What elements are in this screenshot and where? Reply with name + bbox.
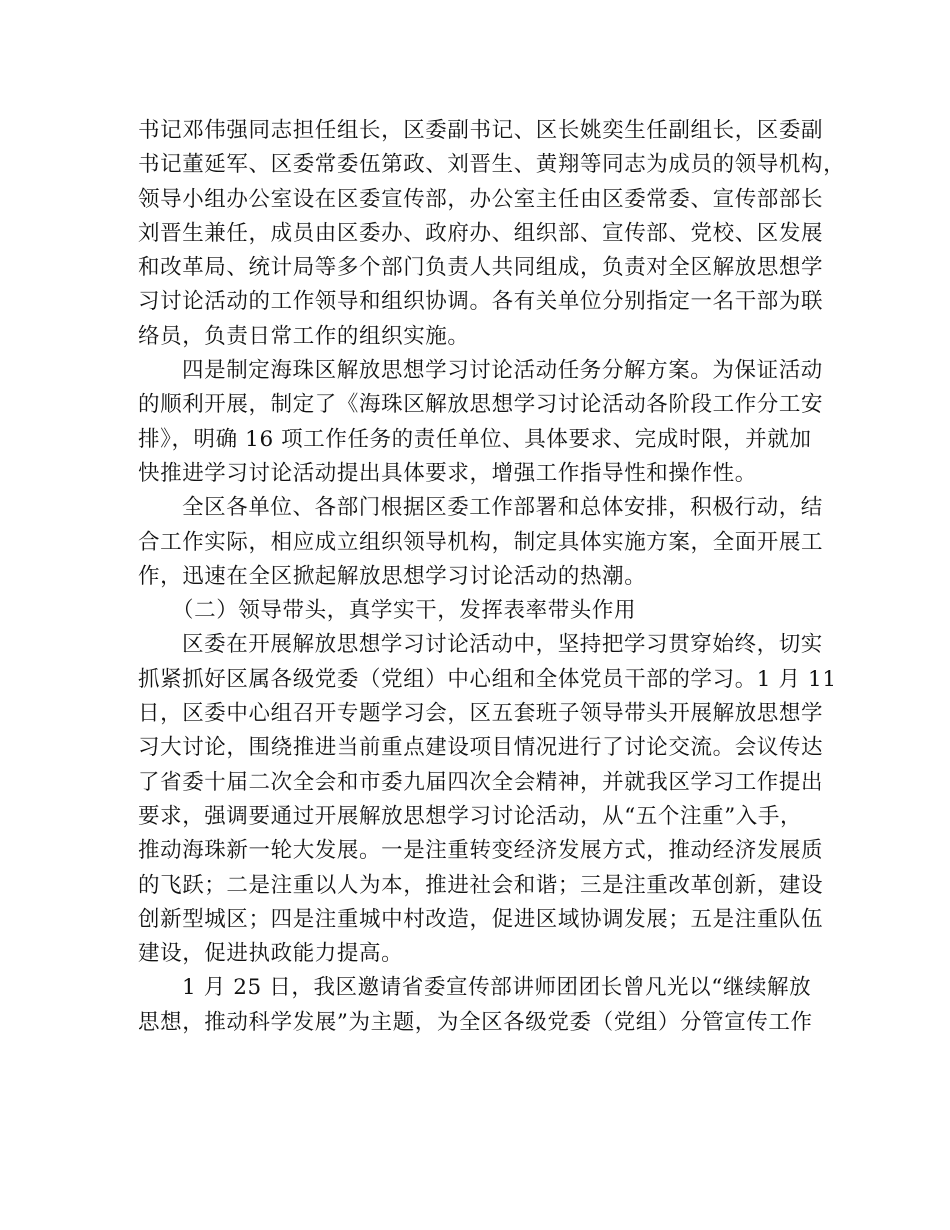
document-body (138, 114, 846, 1040)
paragraph-first-line: 1 月 25 日，我区邀请省委宣传部讲师团团长曾凡光以“继续解放 (182, 975, 812, 1001)
body-line: 创新型城区；四是注重城中村改造，促进区域协调发展；五是注重队伍 (138, 906, 824, 932)
body-line: 了省委十届二次全会和市委九届四次全会精神，并就我区学习工作提出 (138, 769, 824, 795)
body-line: 书记董延军、区委常委伍第政、刘晋生、黄翔等同志为成员的领导机构， (138, 152, 846, 178)
body-line: 快推进学习讨论活动提出具体要求，增强工作指导性和操作性。 (138, 460, 757, 486)
body-line: 日，区委中心组召开专题学习会，区五套班子领导带头开展解放思想学 (138, 701, 824, 727)
body-line: 的飞跃；二是注重以人为本，推进社会和谐；三是注重改革创新，建设 (138, 872, 824, 898)
paragraph-first-line: 区委在开展解放思想学习讨论活动中，坚持把学习贯穿始终，切实 (182, 632, 823, 658)
body-line: 思想，推动科学发展”为主题，为全区各级党委（党组）分管宣传工作 (138, 1009, 813, 1035)
body-line: 习大讨论，围绕推进当前重点建设项目情况进行了讨论交流。会议传达 (138, 735, 824, 761)
body-line: 书记邓伟强同志担任组长，区委副书记、区长姚奕生任副组长，区委副 (138, 118, 824, 143)
body-line: 作，迅速在全区掀起解放思想学习讨论活动的热潮。 (138, 563, 647, 589)
body-line: 抓紧抓好区属各级党委（党组）中心组和全体党员干部的学习。1 月 11 (138, 666, 837, 692)
body-line: 刘晋生兼任，成员由区委办、政府办、组织部、宣传部、党校、区发展 (138, 220, 824, 246)
body-line: 领导小组办公室设在区委宣传部，办公室主任由区委常委、宣传部部长 (138, 186, 824, 212)
body-line: 和改革局、统计局等多个部门负责人共同组成，负责对全区解放思想学 (138, 255, 824, 281)
section-heading: （二）领导带头，真学实干，发挥表率带头作用 (172, 598, 637, 624)
body-line: 要求，强调要通过开展解放思想学习讨论活动，从“五个注重”入手， (138, 803, 803, 829)
body-line: 络员，负责日常工作的组织实施。 (138, 323, 470, 349)
body-line: 的顺利开展，制定了《海珠区解放思想学习讨论活动各阶段工作分工安 (138, 392, 824, 418)
body-line: 推动海珠新一轮大发展。一是注重转变经济发展方式，推动经济发展质 (138, 838, 824, 864)
paragraph-first-line: 四是制定海珠区解放思想学习讨论活动任务分解方案。为保证活动 (182, 358, 823, 384)
body-line: 习讨论活动的工作领导和组织协调。各有关单位分别指定一名干部为联 (138, 289, 824, 315)
paragraph-first-line: 全区各单位、各部门根据区委工作部署和总体安排，积极行动，结 (182, 495, 823, 521)
body-line: 建设，促进执政能力提高。 (138, 941, 404, 967)
body-line: 合工作实际，相应成立组织领导机构，制定具体实施方案，全面开展工 (138, 529, 824, 555)
body-line: 排》，明确 16 项工作任务的责任单位、具体要求、完成时限，并就加 (138, 426, 812, 452)
